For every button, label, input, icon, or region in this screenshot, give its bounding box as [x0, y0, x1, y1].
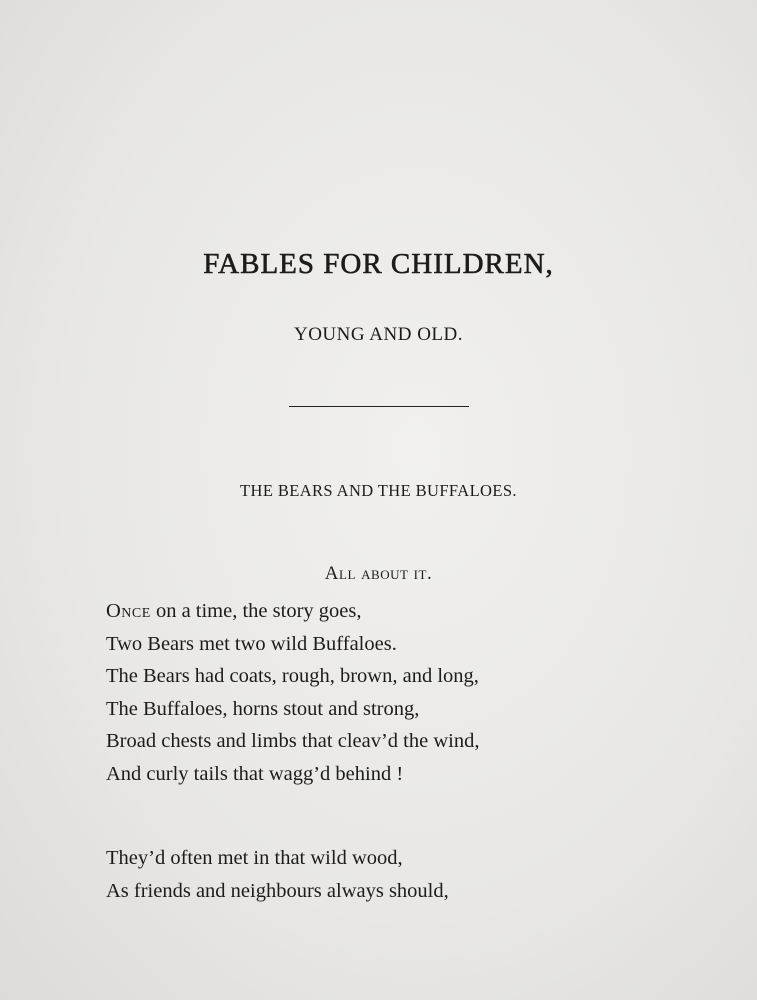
verse-line-rest: on a time, the story goes,	[150, 600, 362, 622]
verse-line: The Bears had coats, rough, brown, and long,	[106, 665, 479, 687]
title-divider	[289, 406, 469, 407]
verse-line: As friends and neighbours always should,	[106, 879, 449, 902]
verse-line: And curly tails that wagg’d behind !	[106, 762, 404, 785]
stanza-2	[106, 842, 449, 907]
stanza-1	[106, 595, 479, 790]
section-heading: All about it.	[324, 563, 433, 584]
reverse-page-show-through	[235, 100, 715, 676]
book-subtitle: YOUNG AND OLD.	[293, 324, 464, 345]
verse-line	[106, 595, 479, 628]
fable-title: THE BEARS AND THE BUFFALOES.	[240, 481, 517, 500]
book-title: FABLES FOR CHILDREN,	[203, 248, 554, 280]
verse-line: Broad chests and limbs that cleav’d the wind,	[106, 730, 480, 752]
verse-line: Two Bears met two wild Buffaloes.	[106, 632, 397, 655]
verse-line: The Buffaloes, horns stout and strong,	[106, 697, 420, 720]
verse-first-word: Once	[106, 600, 151, 622]
verse-line: They’d often met in that wild wood,	[106, 847, 403, 869]
